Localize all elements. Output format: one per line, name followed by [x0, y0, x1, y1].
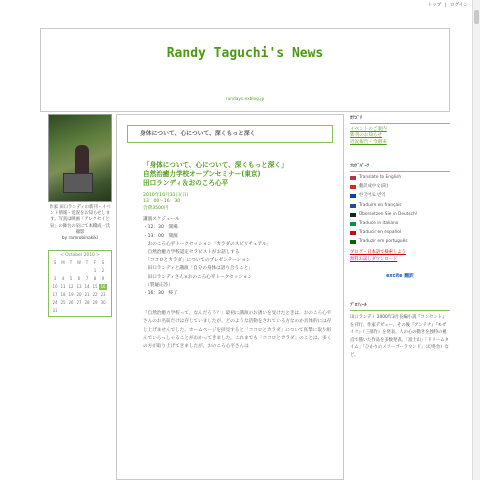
schedule-line: ・16：30 終了 [143, 290, 178, 296]
left-sidebar [48, 114, 112, 317]
calendar-weekday: S [53, 260, 57, 266]
separator: | [444, 3, 447, 8]
top-link[interactable]: トップ [427, 3, 442, 8]
time-line: 13：00〜16：30 [143, 199, 181, 205]
schedule-line: 田口ランディさん×おのころ心平トークセッション [143, 274, 253, 280]
author-credit: by ramrobinakiki [61, 236, 99, 242]
calendar-day[interactable]: 3 [53, 276, 57, 282]
calendar-day[interactable]: 21 [84, 292, 90, 298]
profile-text: 田口ランディ 2000年3月長編小説『コンセント』を刊行、作家デビュー。その後『アンテナ』『モザイク』（三部作）を発表。人の心の動きを独特の視点で描いた作品を多数発表。「富士山」「ドリームタイム」「ひかりのメリーゴーラウンド」（幻冬舎）など。 [350, 315, 449, 359]
category-links [350, 127, 450, 146]
login-link[interactable]: ログイン [449, 3, 468, 8]
date-line: 2010年10月31日(日) [143, 192, 189, 198]
translate-link[interactable] [350, 230, 450, 236]
category-link-new-books[interactable]: 新刊のお知らせ [350, 133, 383, 139]
category-link-news[interactable]: 近況報告・今週末 [350, 139, 387, 145]
flag-icon [350, 204, 356, 208]
translate-link[interactable] [350, 184, 450, 190]
calendar-day[interactable]: 2 [101, 268, 105, 274]
schedule-line: ・13：00 開演 [143, 233, 178, 239]
calendar-day[interactable]: 9 [101, 276, 105, 282]
post-headline [143, 161, 343, 189]
search-ad-link[interactable]: ブログ・日本語で検索しよう [350, 250, 406, 256]
calendar-day [51, 268, 59, 274]
calendar-day[interactable]: 30 [100, 300, 106, 306]
flag-icon [350, 240, 356, 244]
calendar-weekday: W [77, 260, 81, 266]
calendar-day [83, 268, 91, 274]
well-structure [63, 173, 93, 193]
calendar-day [99, 308, 107, 314]
calendar-day [67, 268, 75, 274]
flag-icon [350, 222, 356, 226]
translate-link[interactable] [350, 175, 450, 181]
calendar-day[interactable]: 6 [77, 276, 81, 282]
calendar-day [59, 308, 67, 314]
post-title[interactable]: 身体について、心について、深くもっと深く [127, 125, 333, 143]
event-date [143, 193, 343, 213]
calendar-weekday: T [69, 260, 73, 266]
schedule-block [143, 216, 333, 298]
translate-label: Traduire en français [359, 202, 402, 208]
profile-photo [48, 114, 112, 202]
category-link-events[interactable]: イベントのご案内 [350, 127, 387, 132]
translate-link[interactable] [350, 193, 450, 199]
site-title[interactable]: Randy Taguchi's News [166, 46, 324, 61]
calendar-day[interactable]: 16 [100, 284, 106, 290]
translate-link[interactable] [350, 212, 450, 218]
calendar-day[interactable]: 4 [61, 276, 65, 282]
calendar-day[interactable]: 5 [69, 276, 73, 282]
calendar-day[interactable]: 31 [52, 308, 58, 314]
flag-icon [350, 194, 356, 198]
calendar-day[interactable]: 8 [93, 276, 97, 282]
category-heading: ｶﾃｺﾞﾘ [350, 114, 450, 124]
main-content [116, 114, 344, 480]
calendar-day[interactable]: 17 [52, 292, 58, 298]
translate-tools [350, 175, 450, 244]
calendar-day [59, 268, 67, 274]
calendar-day[interactable]: 28 [84, 300, 90, 306]
calendar-day[interactable]: 23 [100, 292, 106, 298]
fee-line: 会費3500円 [143, 205, 169, 211]
calendar-day[interactable]: 22 [92, 292, 98, 298]
vertical-scrollbar[interactable] [472, 0, 480, 480]
calendar-day[interactable]: 19 [68, 292, 74, 298]
calendar-weekday: S [101, 260, 105, 266]
translate-link[interactable] [350, 221, 450, 227]
schedule-line: 講演スケジュール [143, 217, 180, 223]
calendar-day [75, 268, 83, 274]
translate-label: 한국어로 번역 [359, 193, 386, 199]
calendar-title[interactable]: < October 2010 > [60, 253, 100, 259]
calendar-grid [51, 260, 109, 314]
blog-parts-heading: ﾌﾛｸﾞﾊﾟｰﾂ [350, 162, 450, 172]
translate-label: Traduce in italiano [359, 220, 399, 226]
person-figure [75, 145, 89, 175]
headline-line: 「身体について、心について、深くもっと深く」 [143, 161, 288, 169]
translate-label: Traduzir em português [359, 238, 408, 244]
translate-label: Übersetzen Sie in Deutsch! [359, 211, 418, 217]
calendar-weekday: F [93, 260, 97, 266]
calendar-widget [48, 250, 112, 317]
calendar-day[interactable]: 7 [85, 276, 89, 282]
author-description: 作家 田口ランディの新刊・イベント情報・近況をお知らせします。写真は映画「アレクセイと泉」の舞台の泉にて本橋成一氏撮影 [49, 205, 111, 235]
translate-link[interactable] [350, 203, 450, 209]
calendar-weekday: T [85, 260, 89, 266]
flag-icon [350, 213, 356, 217]
calendar-day[interactable]: 1 [93, 268, 97, 274]
right-sidebar [350, 114, 450, 360]
calendar-day[interactable]: 14 [84, 284, 90, 290]
calendar-day[interactable]: 18 [60, 292, 66, 298]
calendar-day[interactable]: 29 [92, 300, 98, 306]
calendar-day [91, 308, 99, 314]
flag-icon [350, 185, 356, 189]
calendar-day[interactable]: 11 [60, 284, 66, 290]
calendar-day[interactable]: 12 [68, 284, 74, 290]
headline-line: 田口ランディ＆おのころ心平 [143, 179, 229, 188]
translate-label: Translate to English [359, 175, 402, 181]
post-paragraph: 「自然治癒力学校って、なんだろう？」最初に講演のお誘いを受けたときは、おのころ心平さんのお名前だけは存じていましたが、どのような活動をされている方なのか具体的には存じ上げませんでした。ホームページを拝見すると「ココロとカラダ」について真摯に取り組んでいらっしゃることがわかってきました。これまでも「ココロとカラダ」のことは、多くの方が取り上げてきましたが、おのころ心平さんは [143, 311, 332, 349]
translate-label: 翻訳成中文(简) [359, 184, 389, 190]
site-url[interactable]: rundays.exblog.jp [225, 97, 265, 102]
calendar-day [83, 308, 91, 314]
profile-heading: ﾌﾟﾛﾌｨｰﾙ [350, 301, 450, 311]
translate-link[interactable] [350, 239, 450, 245]
calendar-day[interactable]: 25 [60, 300, 66, 306]
calendar-day [75, 308, 83, 314]
author-caption [48, 205, 112, 242]
excite-translate-logo[interactable] [350, 272, 450, 279]
calendar-day[interactable]: 27 [76, 300, 82, 306]
schedule-line: 田口ランディと講演「自分の身体は語り合うこと」 [143, 266, 253, 272]
flag-icon [350, 176, 356, 180]
schedule-line: 「ココロとカラダ」についてのプレゼンテーション [143, 258, 251, 264]
schedule-line: おのころ心平トークセッション「カラダのスピリチュアル」 [143, 241, 272, 247]
calendar-day[interactable]: 15 [92, 284, 98, 290]
excite-label: excite 翻訳 [386, 274, 414, 280]
calendar-day[interactable]: 10 [52, 284, 58, 290]
flag-icon [350, 231, 356, 235]
site-header [40, 28, 450, 112]
schedule-line: ・12：30 開場 [143, 225, 178, 231]
scrollbar-thumb[interactable] [474, 10, 479, 24]
translate-label: Traducir en español [359, 229, 402, 235]
calendar-day [67, 308, 75, 314]
calendar-day[interactable]: 20 [76, 292, 82, 298]
calendar-day[interactable]: 26 [68, 300, 74, 306]
download-ad-link[interactable]: 無料お試しダウンロード [350, 257, 398, 263]
schedule-line: （質疑応答） [143, 282, 173, 288]
calendar-day[interactable]: 24 [52, 300, 58, 306]
schedule-line: 自然治癒力学校認定セラピストがお話しする [143, 249, 240, 255]
calendar-weekday: M [61, 260, 65, 266]
headline-line: 自然治癒力学校オープンセミナー(東京) [143, 170, 261, 179]
top-nav [426, 2, 468, 8]
calendar-day[interactable]: 13 [76, 284, 82, 290]
